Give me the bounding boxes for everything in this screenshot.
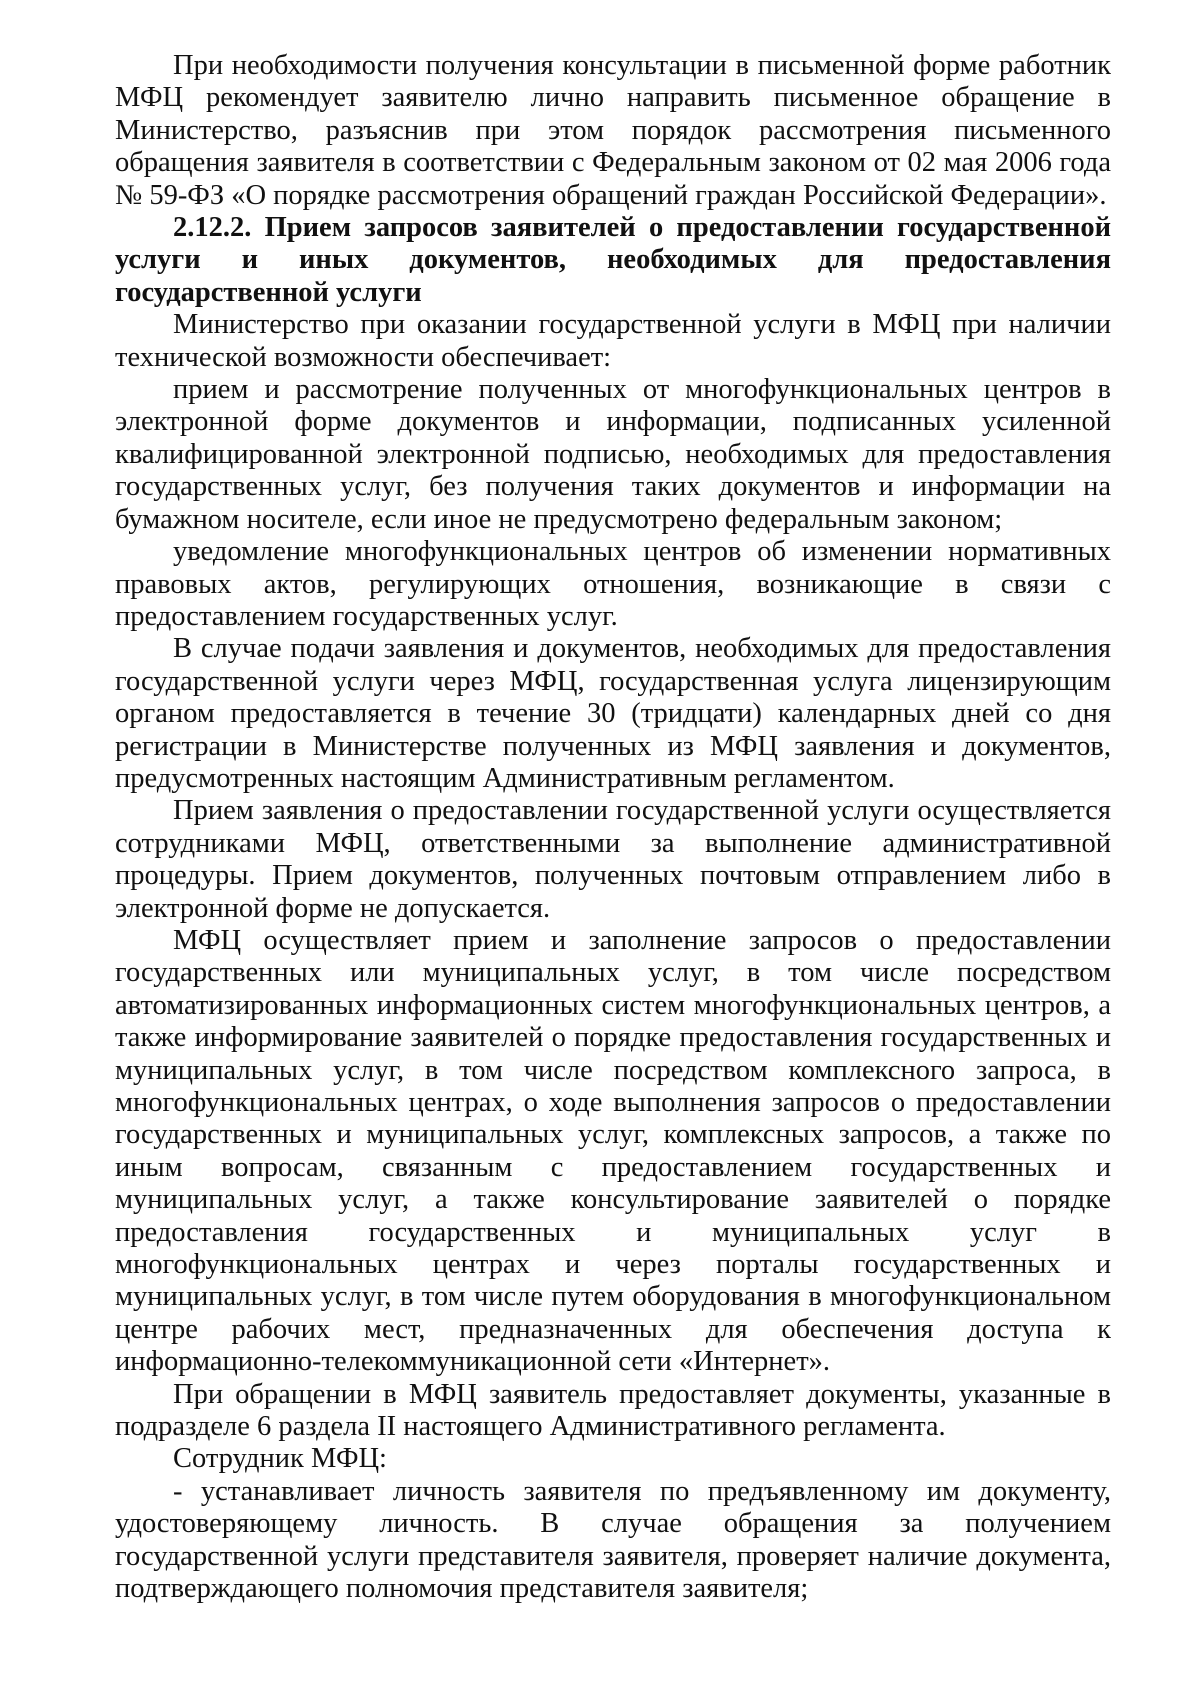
paragraph-receipt-electronic: прием и рассмотрение полученных от многофункциональных центров в электронной форме документов и информации, подписанных усиленной квалифицированной электронной подписью, необходимых для предоставления государственных услуг, без получения таких документов и информации на бумажном носителе, если иное не предусмотрено федеральным законом; [115,374,1111,535]
paragraph-documents-provided: При обращении в МФЦ заявитель предоставляет документы, указанные в подразделе 6 раздела II настоящего Административного регламента. [115,1378,1111,1443]
document-page [115,50,1111,1606]
paragraph-mfc-services: МФЦ осуществляет прием и заполнение запросов о предоставлении государственных или муниципальных услуг, в том числе посредством автоматизированных информационных систем многофункциональных центров, а также информирование заявителей о порядке предоставления государственных и муниципальных услуг, в том числе посредством комплексного запроса, в многофункциональных центрах, о ходе выполнения запросов о предоставлении государственных и муниципальных услуг, комплексных запросов, а также по иным вопросам, связанным с предоставлением государственных и муниципальных услуг, а также консультирование заявителей о порядке предоставления государственных и муниципальных услуг в многофункциональных центрах и через порталы государственных и муниципальных услуг, в том числе путем оборудования в многофункциональном центре рабочих мест, предназначенных для обеспечения доступа к информационно-телекоммуникационной сети «Интернет». [115,924,1111,1378]
paragraph-written-consultation: При необходимости получения консультации в письменной форме работник МФЦ рекомендует заявителю лично направить письменное обращение в Министерство, разъяснив при этом порядок рассмотрения письменного обращения заявителя в соответствии с Федеральным законом от 02 мая 2006 года № 59-ФЗ «О порядке рассмотрения обращений граждан Российской Федерации». [115,50,1111,211]
paragraph-mfc-employee: Сотрудник МФЦ: [173,1443,387,1475]
paragraph-30-days: В случае подачи заявления и документов, необходимых для предоставления государственной услуги через МФЦ, государственная услуга лицензирующим органом предоставляется в течение 30 (тридцати) календарных дней со дня регистрации в Министерстве полученных из МФЦ заявления и документов, предусмотренных настоящим Административным регламентом. [115,633,1111,794]
paragraph-ministry-provides: Министерство при оказании государственной услуги в МФЦ при наличии технической возможности обеспечивает: [115,309,1111,373]
section-heading-2-12-2: 2.12.2. Прием запросов заявителей о предоставлении государственной услуги и иных документов, необходимых для предоставления государственной услуги [115,212,1111,308]
paragraph-application-receipt: Прием заявления о предоставлении государственной услуги осуществляется сотрудниками МФЦ, ответственными за выполнение административной процедуры. Прием документов, полученных почтовым отправлением либо в электронной форме не допускается. [115,795,1111,924]
list-item-identity-check: - устанавливает личность заявителя по предъявленному им документу, удостоверяющему личность. В случае обращения за получением государственной услуги представителя заявителя, проверяет наличие документа, подтверждающего полномочия представителя заявителя; [115,1475,1111,1605]
paragraph-notification: уведомление многофункциональных центров об изменении нормативных правовых актов, регулирующих отношения, возникающие в связи с предоставлением государственных услуг. [115,536,1111,632]
